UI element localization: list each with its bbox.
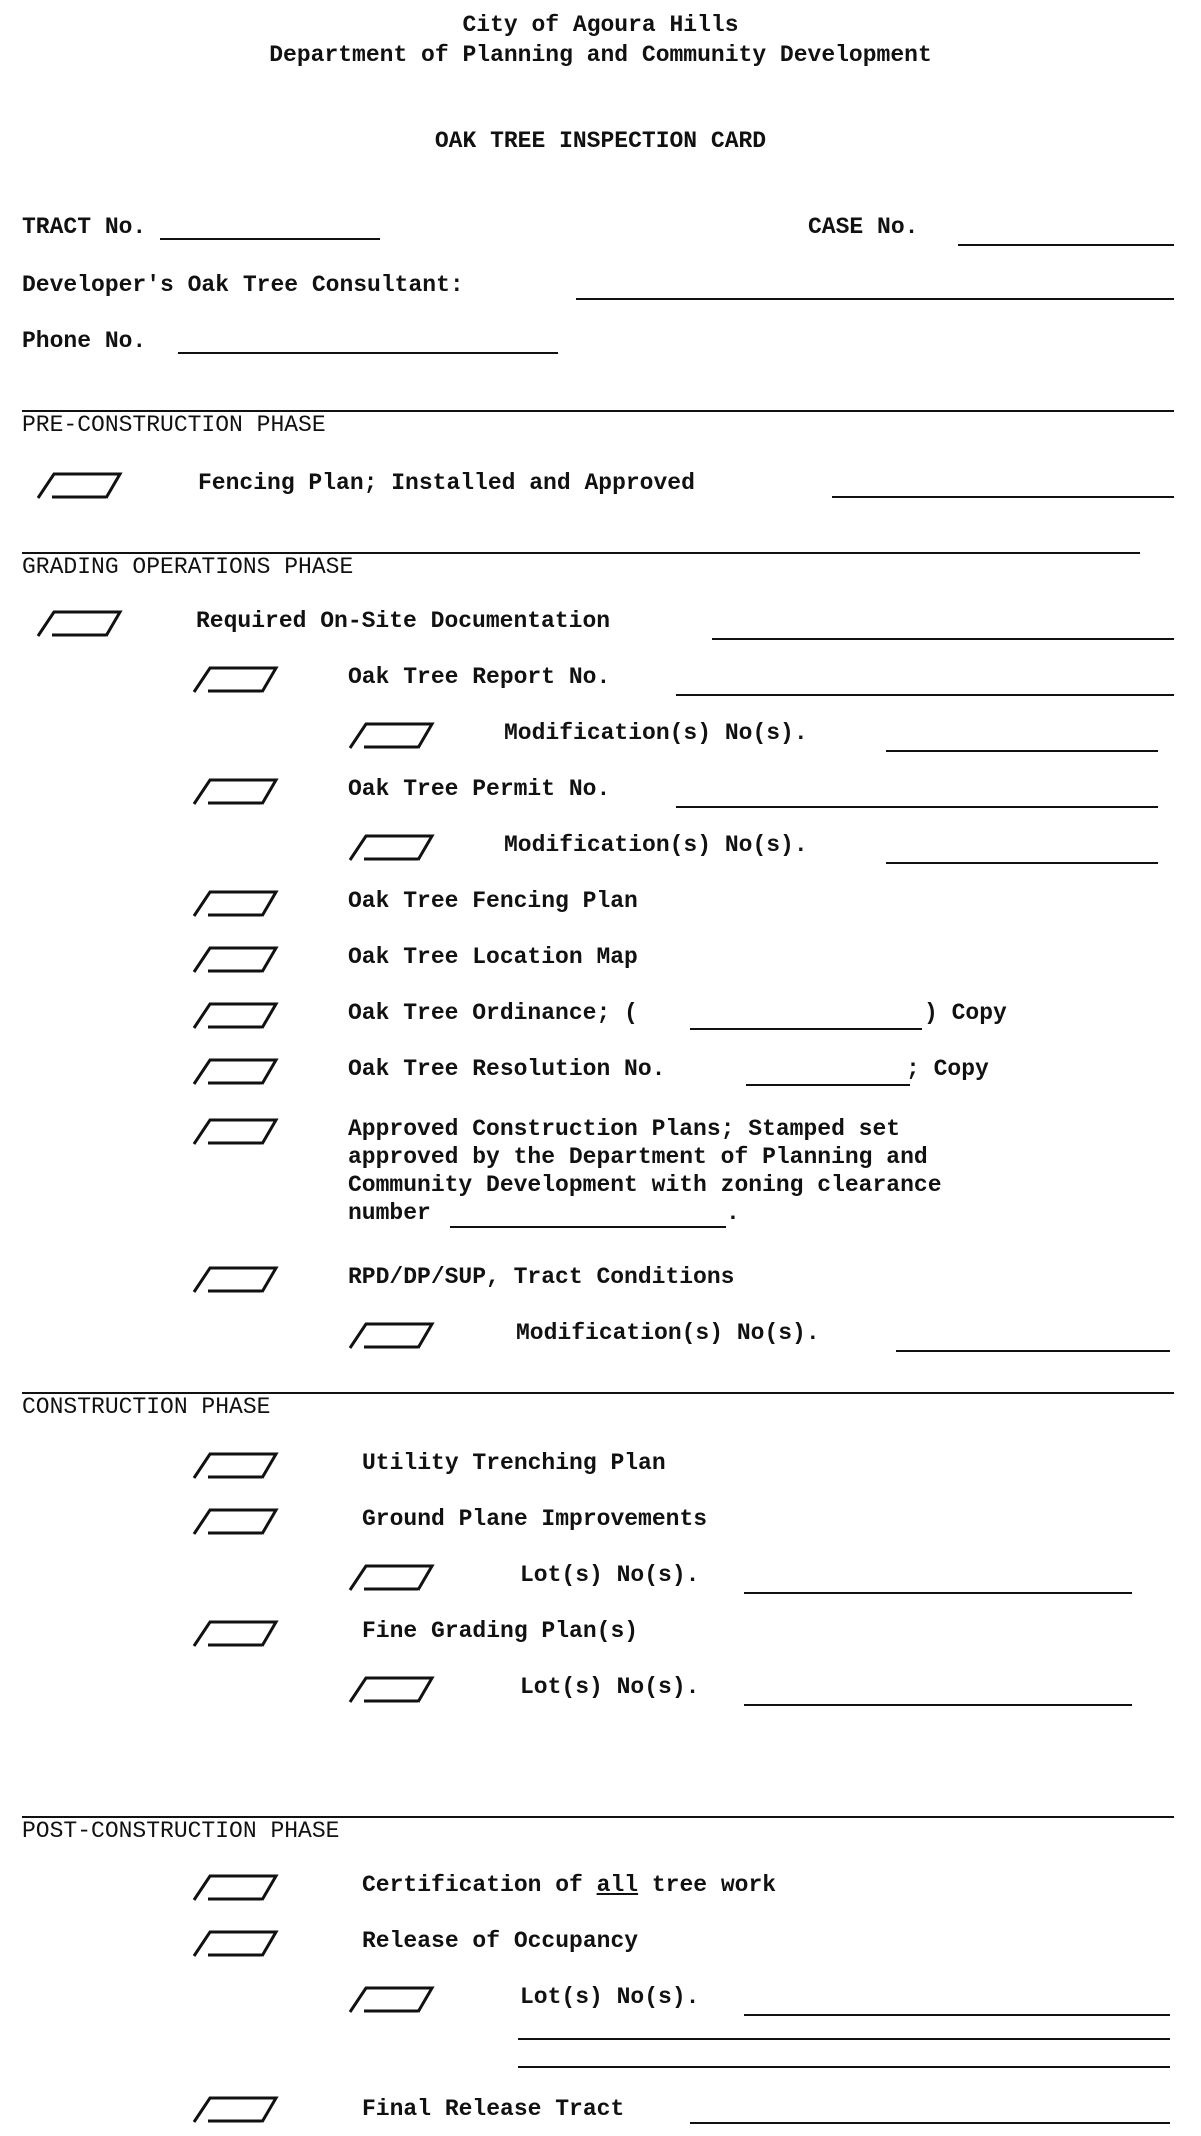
fine-lots-label: Lot(s) No(s). [520,1674,700,1700]
tract-no-field[interactable] [160,238,380,240]
fine-lots-checkbox[interactable] [346,1674,466,1700]
phone-label: Phone No. [22,328,147,354]
construction-plans-line3: Community Development with zoning clearance [348,1172,942,1198]
ground-lots-label: Lot(s) No(s). [520,1562,700,1588]
fine-grading-checkbox[interactable] [190,1618,310,1644]
report-no-checkbox[interactable] [190,664,310,690]
final-release-checkbox[interactable] [190,2094,310,2120]
fencing-plan-checkbox[interactable] [190,888,310,914]
tract-no-label: TRACT No. [22,214,147,240]
ground-lots-checkbox[interactable] [346,1562,466,1588]
city-name: City of Agoura Hills [462,12,739,38]
fine-grading-label: Fine Grading Plan(s) [362,1618,639,1644]
location-map-checkbox[interactable] [190,944,310,970]
conditions-mod-label: Modification(s) No(s). [516,1320,820,1346]
report-mod-checkbox[interactable] [346,720,466,746]
certification-text-a: Certification of [362,1872,597,1898]
department-name: Department of Planning and Community Development [269,42,932,68]
certification-all-underlined: all [596,1872,639,1898]
occupancy-lots-label: Lot(s) No(s). [520,1984,700,2010]
trenching-label: Utility Trenching Plan [362,1450,666,1476]
certification-text-b: tree work [638,1872,777,1898]
permit-no-label: Oak Tree Permit No. [348,776,611,802]
consultant-label: Developer's Oak Tree Consultant: [22,272,464,298]
ordinance-checkbox[interactable] [190,1000,310,1026]
location-map-label: Oak Tree Location Map [348,944,638,970]
fencing-installed-label: Fencing Plan; Installed and Approved [198,470,695,496]
report-mod-label: Modification(s) No(s). [504,720,808,746]
fine-lots-field[interactable] [744,1704,1132,1706]
zoning-clearance-field[interactable] [450,1226,726,1228]
permit-mod-field[interactable] [886,862,1158,864]
case-no-label: CASE No. [808,214,919,240]
pre-construction-heading: PRE-CONSTRUCTION PHASE [22,412,326,438]
construction-plans-line2: approved by the Department of Planning and [348,1144,928,1170]
permit-mod-checkbox[interactable] [346,832,466,858]
ordinance-field[interactable] [690,1028,922,1030]
ground-plane-checkbox[interactable] [190,1506,310,1532]
occupancy-lots-field[interactable] [744,2014,1170,2016]
ground-lots-field[interactable] [744,1592,1132,1594]
permit-mod-label: Modification(s) No(s). [504,832,808,858]
certification-checkbox[interactable] [190,1872,310,1898]
required-docs-checkbox[interactable] [34,608,154,634]
occupancy-lots-checkbox[interactable] [346,1984,466,2010]
consultant-field[interactable] [576,298,1174,300]
occupancy-lots-field-line2[interactable] [518,2038,1170,2040]
construction-plans-line1: Approved Construction Plans; Stamped set [348,1116,901,1142]
resolution-checkbox[interactable] [190,1056,310,1082]
post-construction-heading: POST-CONSTRUCTION PHASE [22,1818,340,1844]
construction-plans-line4: number [348,1200,431,1226]
permit-no-checkbox[interactable] [190,776,310,802]
case-no-field[interactable] [958,244,1174,246]
fencing-plan-label: Oak Tree Fencing Plan [348,888,638,914]
conditions-mod-checkbox[interactable] [346,1320,466,1346]
resolution-field[interactable] [746,1084,910,1086]
zoning-clearance-end: . [726,1200,740,1226]
ground-plane-label: Ground Plane Improvements [362,1506,708,1532]
phone-field[interactable] [178,352,558,354]
required-docs-label: Required On-Site Documentation [196,608,611,634]
required-docs-field[interactable] [712,638,1174,640]
form-title: OAK TREE INSPECTION CARD [434,128,767,154]
report-mod-field[interactable] [886,750,1158,752]
construction-heading: CONSTRUCTION PHASE [22,1394,271,1420]
conditions-checkbox[interactable] [190,1264,310,1290]
occupancy-lots-field-line3[interactable] [518,2066,1170,2068]
fencing-installed-field[interactable] [832,496,1174,498]
conditions-mod-field[interactable] [896,1350,1170,1352]
final-release-label: Final Release Tract [362,2096,625,2122]
permit-no-field[interactable] [676,806,1158,808]
trenching-checkbox[interactable] [190,1450,310,1476]
final-release-field[interactable] [690,2122,1170,2124]
fencing-installed-checkbox[interactable] [34,470,154,496]
ordinance-copy-label: ) Copy [924,1000,1007,1026]
occupancy-checkbox[interactable] [190,1928,310,1954]
resolution-copy-label: ; Copy [906,1056,989,1082]
occupancy-label: Release of Occupancy [362,1928,639,1954]
report-no-label: Oak Tree Report No. [348,664,611,690]
ordinance-label: Oak Tree Ordinance; ( [348,1000,638,1026]
grading-heading: GRADING OPERATIONS PHASE [22,554,354,580]
resolution-label: Oak Tree Resolution No. [348,1056,666,1082]
construction-plans-checkbox[interactable] [190,1116,310,1142]
certification-label [362,1872,776,1898]
conditions-label: RPD/DP/SUP, Tract Conditions [348,1264,735,1290]
report-no-field[interactable] [676,694,1174,696]
